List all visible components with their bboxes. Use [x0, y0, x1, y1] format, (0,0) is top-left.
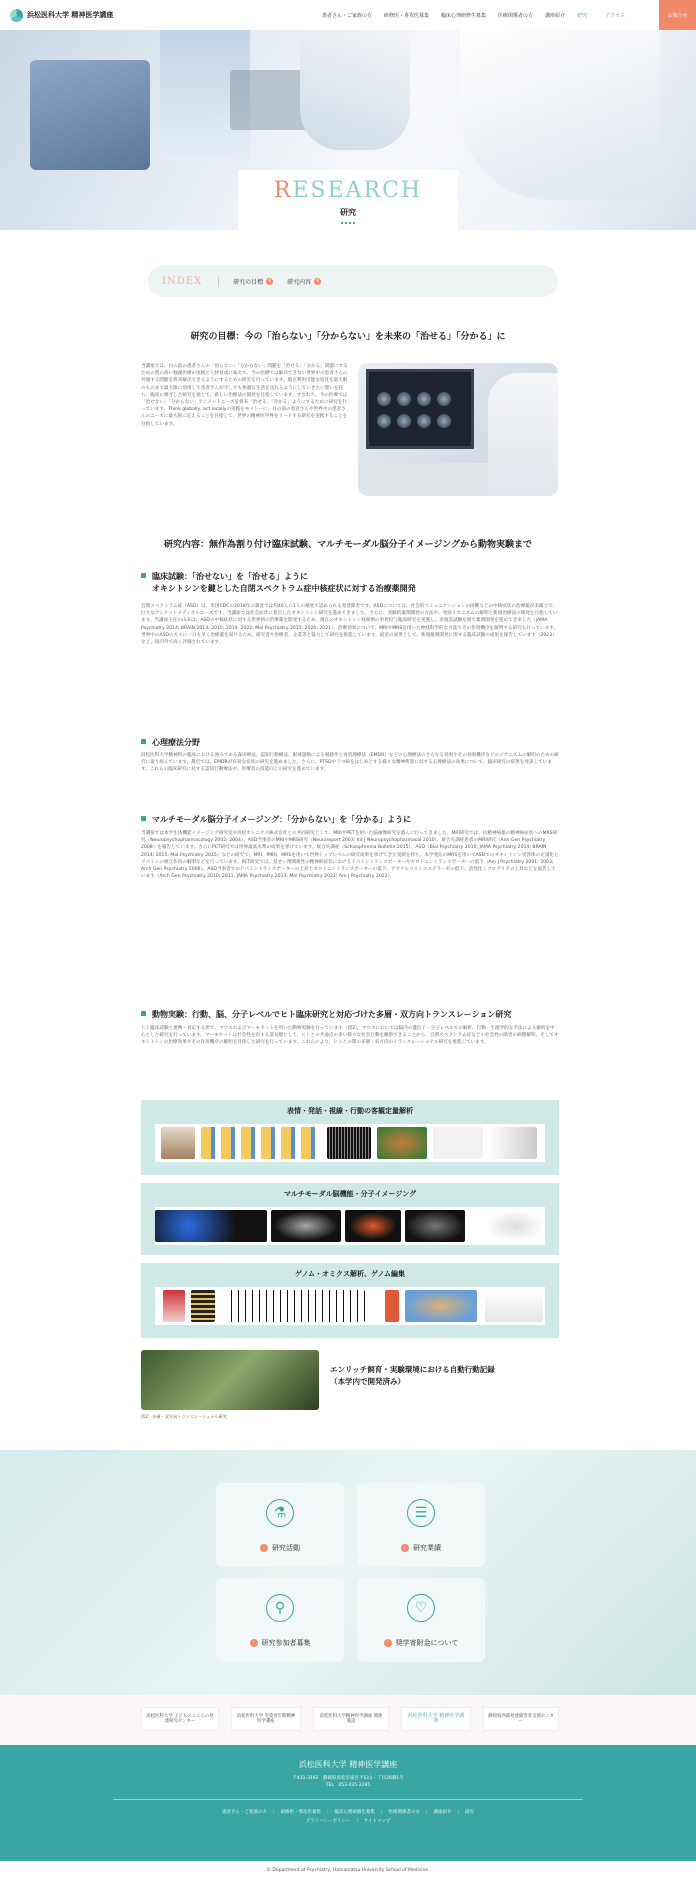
arrow-right-icon: ›	[401, 1544, 409, 1552]
research-photo	[358, 363, 558, 496]
heart-hands-icon: ♡	[407, 1594, 435, 1622]
partner-logo[interactable]: 浜松医科大学 精神医学講座	[401, 1707, 471, 1731]
arrow-right-icon: ›	[384, 1639, 392, 1647]
goal-heading: 研究の目標：今の「治らない」「分からない」を未来の「治せる」「分かる」に	[190, 332, 506, 342]
goal-body: 当講座では、目の前の患者さんの「治らない」「分からない」問題を「治せる」「分かる」問題にするための質の高い独創医療の実践と人材育成に加えて、今の医療では解決できない世界中の患者さんに共通する問題を将来解決できるようにするための研究を行っています。現在利用可能な知見を最大限のものまで最大限に活用して患者さんが少しでも快適な生活を送れるようにしていきたい想いを持ち、臨床に根ざした研究を通じて、新しい治療法の開発を目指しています。すなわち、今の医療では「治せない」「分からない」アンメットニーズを将来「治せる」「分かる」ようにするために研究を行っています。Think globally, act locallyの実践をモットーに、目の前の患者さんや世界中の患者さんのニーズに最大限に応えることを目指して、世界の精神医学界をリードする研究を実践することを目指しています。	[141, 364, 348, 427]
card-donation[interactable]: ♡ › 奨学寄附金について	[357, 1578, 485, 1662]
animal-recording-caption: エンリッチ飼育・実験環境における自動行動記録 （本学内で開発済み）	[330, 1365, 495, 1386]
partner-logos	[0, 1695, 696, 1745]
section-body-imaging: 当講座では本学生体機能イメージング研究室や浜松ホトニクス株式会社との共同研究として、MRIやPETを用いた脳画像研究を盛んに行ってきました。MRI研究では、抗精神病薬の精神病症状へのMRS研究（Neuropsychopharmacology 2002; 2004）、ASD当事者のMRIやMRS研究（Neuroreport 2003; Int J Neuropsychopharmacol 2010）、統合失調症患者のMRI研究（Ann Gen Psychiatry 2008）を報告しています。さらにPET研究では世界最高水準の成果を挙げています。統合失調症（Schizophrenia Bulletin 2015）、ASD（Biol Psychiatry 2010; JAMA Psychiatry 2014; BRAIN 2014; 2015; Mol Psychiatry 2015）などの研究で、MRI、fMRI、MRSを用いて世界トップレベルの研究成果を挙げてきた実績を持ち、本学発信のMRSを用いてASDでのオキシトシン受容体の定量化とドパミンの相互作用の解明などを行っています。PET研究では、覚せい剤関連性の精神病症状におけるドパミントランスポーターやセロトニントランスポーターの低下（Am J Psychiatry 2001; 2003; Arch Gen Psychiatry 2006）、ASD当事者でのドパミントランスポーターの上昇とセロトニントランスポーターの低下、アセチルコリンエステラーゼの低下、活性化ミクログリアの上昇などを報告しています（Arch Gen Psychiatry 2010; 2011; JAMA Psychiatry 2013; Mol Psychiatry 2022; Am J Psychiatry 2022）。	[141, 831, 559, 880]
figure-panel-behavior	[141, 1100, 559, 1175]
microscope-icon: ⚗	[266, 1499, 294, 1527]
figure-panel-genome	[141, 1263, 559, 1338]
site-header	[0, 0, 696, 30]
footer-title: 浜松医科大学 精神医学講座	[298, 1760, 398, 1769]
section-body-animal: ヒト臨床試験と連携・対応する形で、マウスおよびマーモセットを用いた動物実験を行っています（図2）。マウスにおいては脳内の遺伝子・分子レベルでの解析、行動・生理学的な手法による解析を中心とした研究を行っています。マーモセットは社会性を有する霊長類として、ヒトとの共通点の多い様々な社会行動を観察できることから、自閉スペクトラム症などの社会性の障害の病態解明、そしてオキシトシンの治療効果やその作用機序の解明を目指した研究を行っています。これらにより、ヒトとの間の多層・双方向のトランスレーショナル研究を推進しています。	[141, 1026, 559, 1046]
figure-strip	[155, 1207, 545, 1245]
page-title-box	[238, 170, 458, 250]
lab-pipette-shape	[300, 30, 410, 150]
marmoset-photo	[141, 1350, 319, 1410]
search-person-icon: ⚲	[266, 1594, 294, 1622]
arrow-down-icon: ▾	[266, 278, 273, 285]
card-research-activity[interactable]: ⚗ › 研究活動	[216, 1483, 344, 1567]
figure-panel-title: 表情・発話・視線・行動の客観定量解析	[287, 1107, 413, 1115]
nav-item-patients[interactable]: 患者さん・ご家族の方	[322, 12, 373, 19]
lab-equipment-shape	[30, 60, 150, 170]
logo-mark-icon	[10, 9, 23, 22]
certificate-icon: ☰	[407, 1499, 435, 1527]
related-links-section	[0, 1450, 696, 1695]
nav-item-about[interactable]: 講座紹介	[545, 12, 566, 19]
index-link-goal[interactable]: 研究の目標 ▾	[233, 277, 273, 286]
monitor-shape	[366, 369, 474, 449]
figure-panel-title: マルチモーダル脳機能・分子イメージング	[283, 1190, 417, 1198]
nav-item-medical[interactable]: 医療関係者の方	[498, 12, 534, 19]
section-body-psychotherapy: 浜松医科大学精神科の臨床における強みである森田療法、認知行動療法、眼球運動による脱感作と再処理療法（EMDR）などの心理療法のさらなる効果やその効果機序などのメカニズムの解明のための研究に取り組んでいます。最近では、EMDRが有効な症状の研究を進めました。さらに、PTSDやうつ病をはじめとする様々な精神疾患に対する心理療法の効果について、臨床研究の結果を発表しています。これらの臨床研究に対する認知行動療法や、医療者の技能向上の研究を進めています。	[141, 753, 559, 773]
index-link-content[interactable]: 研究内容 ▾	[287, 277, 321, 286]
figure-strip	[155, 1287, 545, 1325]
nav-item-residents[interactable]: 研修医・専攻医募集	[384, 12, 430, 19]
bullet-square-icon	[141, 739, 146, 744]
figure-panel-imaging	[141, 1183, 559, 1255]
page-title-en: RESEARCH	[273, 178, 423, 203]
site-logo[interactable]	[10, 9, 113, 22]
section-title-animal: 動物実験：行動、脳、分子レベルでヒト臨床研究と対応づけた多層・双方向トランスレーション研究	[141, 1009, 511, 1021]
index-label: INDEX	[162, 276, 219, 287]
nav-item-psychology[interactable]: 臨床心理研修生募集	[441, 12, 487, 19]
page-title: 研究	[340, 208, 356, 217]
partner-logo[interactable]: 浜松医科大学精神医学講座 関連施設	[313, 1707, 389, 1731]
card-participant-recruitment[interactable]: ⚲ › 研究参加者募集	[216, 1578, 344, 1662]
section-body-clinical: 自閉スペクトラム症（ASD）は、米国CDCの2018年の調査では約40人に1人の頻度で認められる発達障害です。ASDについては、社会的コミュニケーションの困難などの中核症状の治療薬が未確立で、巨大なアンメットメディカルニーズです。当講座では社会症状に着目したオキシトシン研究を進めてきました。さらに、実験的薬剤開発の方法や、発症メカニズムの解明と新規治療法の開発を目指しています。当講座主任の山末は、ASDの中核症状に対する世界初の治療薬を開発するため、現在のオキシトシン経鼻剤の単発投与臨床研究を実施し、多施設試験を経て薬剤開発を進めてきました（JAMA Psychiatry 2014; BRAIN 2014; 2015; 2019; 2022; Mol Psychiatry 2015; 2020; 2021）。治療効果について、MRIやMRSを用いた神経科学的な方法でその作用機序を解明する研究も行っています。世界中のASDの方々に一日も早く治療薬を届けるため、研究者や医療者、企業等と協力して研究を推進しています。最近の成果として、新規薬剤開発に関する臨床試験の成果を報告しています（2023）など、国内外で高く評価されています。	[141, 604, 559, 646]
nav-item-access[interactable]: アクセス	[605, 12, 625, 19]
partner-logo[interactable]: 静岡県西部発達障害者支援センター	[483, 1707, 559, 1731]
arrow-down-icon: ▾	[314, 278, 321, 285]
footer-address: 〒431-3192 静岡県浜松市東区半田山一丁目20番1号 TEL：053-435-2295	[292, 1776, 404, 1788]
researcher-shape	[488, 373, 558, 496]
title-dots	[341, 222, 355, 225]
card-research-achievements[interactable]: ☰ › 研究業績	[357, 1483, 485, 1567]
footer-links[interactable]: 患者さん・ご家族の方 ｜ 研修医・専攻医募集 ｜ 臨床心理研修生募集 ｜ 医療関係者の方 ｜ 講座紹介 ｜ 研究 プライバシーポリシー ｜ サイトマップ	[222, 1810, 474, 1824]
copyright: © Department of Psychiatry, Hamamatsu University School of Medicine.	[266, 1868, 430, 1873]
section-title-imaging: マルチモーダル脳分子イメージング：「分からない」を「分かる」ように	[141, 814, 411, 826]
partner-logo[interactable]: 浜松医科大学 児童青年期精神医学講座	[231, 1707, 301, 1731]
content-heading: 研究内容：無作為割り付け臨床試験、マルチモーダル脳分子イメージングから動物実験まで	[164, 540, 532, 550]
contact-button[interactable]: お問合せ	[659, 0, 696, 30]
researcher-coat-shape	[460, 30, 660, 200]
figure-strip	[155, 1124, 545, 1162]
partner-logo[interactable]: 浜松医科大学 子どものこころの発達研究センター	[141, 1707, 219, 1731]
bullet-square-icon	[141, 573, 146, 578]
figure-panel-title: ゲノム・オミクス解析、ゲノム編集	[295, 1270, 405, 1278]
arrow-right-icon: ›	[260, 1544, 268, 1552]
logo-text: 浜松医科大学 精神医学講座	[27, 11, 114, 19]
figure-caption: 図2：多層・双方向トランスレーショナル研究	[141, 1414, 227, 1419]
site-footer	[0, 1745, 696, 1861]
bullet-square-icon	[141, 816, 146, 821]
section-title-clinical: 臨床試験：「治せない」を「治せる」ように オキシトシンを鍵とした自閉スペクトラム症中核症状に対する治療薬開発	[141, 571, 416, 595]
section-title-psychotherapy: 心理療法分野	[141, 737, 200, 749]
nav-item-research[interactable]: 研究	[577, 12, 588, 19]
footer-divider	[113, 1799, 583, 1800]
page-index	[148, 265, 558, 297]
global-nav	[322, 0, 637, 30]
arrow-right-icon: ›	[250, 1639, 258, 1647]
bullet-square-icon	[141, 1011, 146, 1016]
